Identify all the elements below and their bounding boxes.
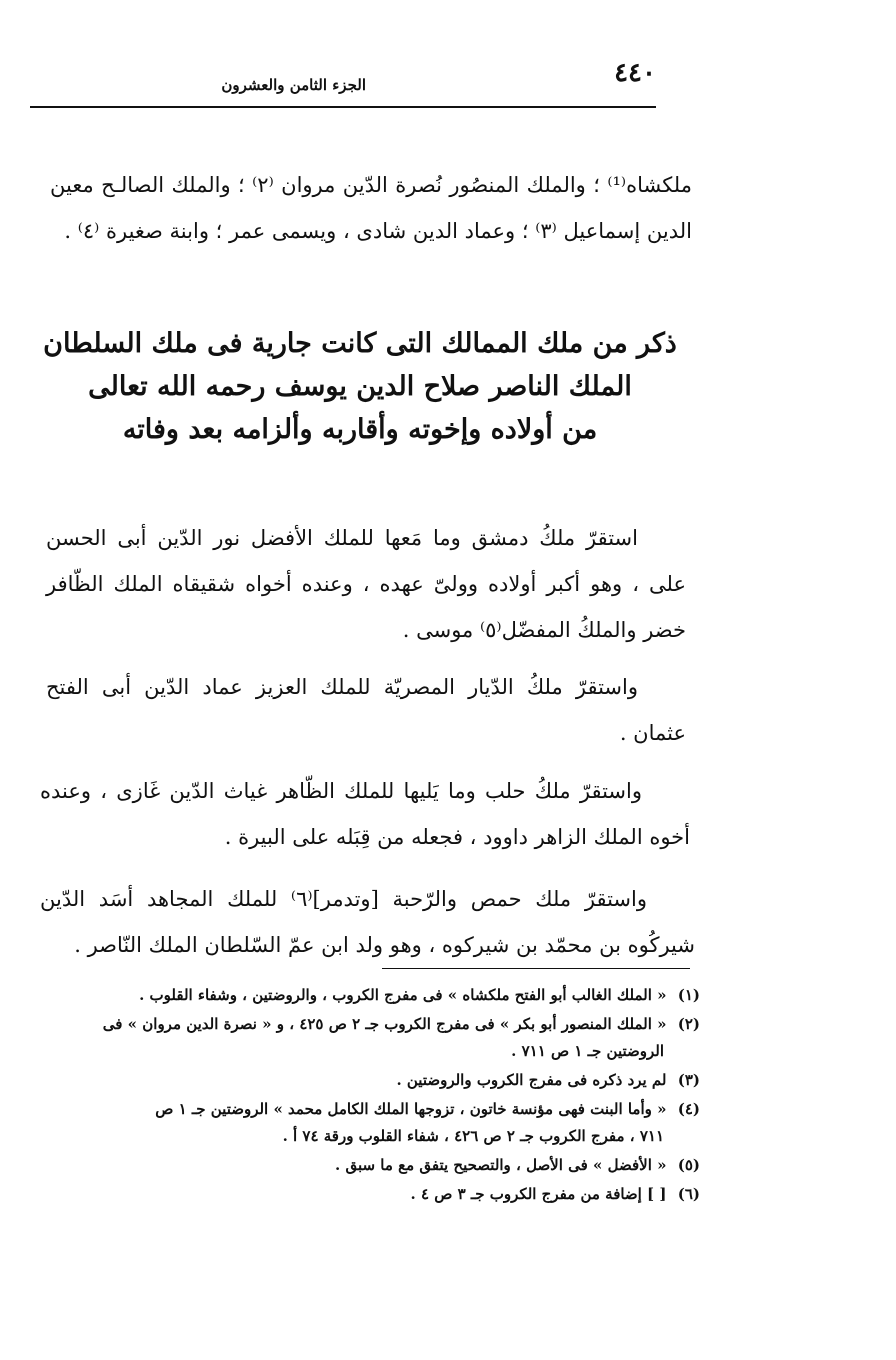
footnote-number: (٥)	[677, 1156, 700, 1174]
footnote-3	[60, 1067, 700, 1094]
footnote-number: (٢)	[677, 1015, 700, 1033]
paragraph-damascus: استقرّ ملكُ دمشق وما مَعها للملك الأفضل نور الدّين أبى الحسن على ، وهو أكبر أولاده وولىّ عهده ، وعنده أخواه شقيقاه الملك الظّافر خضر والملكُ المفضّل⁽٥⁾ موسى .	[46, 526, 686, 642]
footnote-text: « الأفضل » فى الأصل ، والتصحيح يتفق مع ما سبق .	[335, 1156, 667, 1174]
intro-paragraph: ملكشاه⁽¹⁾ ؛ والملك المنصُور نُصرة الدّين مروان ⁽٢⁾ ؛ والملك الصالـح معين الدين إسماعيل ⁽٣⁾ ؛ وعماد الدين شادى ، ويسمى عمر ؛ وابنة صغيرة ⁽٤⁾ .	[50, 173, 692, 243]
footnote-1	[60, 982, 700, 1009]
footnote-number: (٤)	[677, 1100, 700, 1118]
footnote-text: « الملك المنصور أبو بكر » فى مفرج الكروب جـ ٢ ص ٤٢٥ ، و « نصرة الدين مروان » فى	[102, 1015, 667, 1033]
footnote-text: « الملك الغالب أبو الفتح ملكشاه » فى مفرج الكروب ، والروضتين ، وشفاء القلوب .	[139, 986, 667, 1004]
footnote-2	[60, 1011, 700, 1065]
footnote-number: (٦)	[677, 1185, 700, 1203]
page-number: ٤٤٠	[614, 58, 656, 88]
footnote-6	[60, 1181, 700, 1208]
footnote-5	[60, 1152, 700, 1179]
section-title-line-1: ذكر من ملك الممالك التى كانت جارية فى ملك السلطان	[43, 328, 677, 359]
footnote-4	[60, 1096, 700, 1150]
running-title: الجزء الثامن والعشرون	[221, 76, 366, 94]
page-header	[30, 58, 656, 108]
footnote-number: (١)	[677, 986, 700, 1004]
footnote-text: لم يرد ذكره فى مفرج الكروب والروضتين .	[396, 1071, 667, 1089]
footnote-continuation: ٧١١ ، مفرج الكروب جـ ٢ ص ٤٢٦ ، شفاء القلوب ورقة ٧٤ أ .	[282, 1127, 664, 1145]
paragraph-egypt: واستقرّ ملكُ الدّيار المصريّة للملك العزيز عماد الدّين أبى الفتح عثمان .	[46, 675, 686, 745]
footnote-number: (٣)	[677, 1071, 700, 1089]
paragraph-aleppo: واستقرّ ملكُ حلب وما يَليها للملك الظّاهر غياث الدّين غَازى ، وعنده أخوه الملك الزاهر داوود ، فجعله من قِبَله على البيرة .	[40, 779, 690, 849]
footnote-rule	[382, 968, 690, 969]
section-title-line-2: الملك الناصر صلاح الدين يوسف رحمه الله تعالى	[88, 371, 632, 402]
footnote-text: [ ] إضافة من مفرج الكروب جـ ٣ ص ٤ .	[410, 1185, 667, 1203]
header-rule	[30, 106, 656, 108]
footnote-text: « وأما البنت فهى مؤنسة خاتون ، تزوجها الملك الكامل محمد » الروضتين جـ ١ ص	[155, 1100, 667, 1118]
section-title	[40, 322, 680, 451]
section-title-line-3: من أولاده وإخوته وأقاربه وألزامه بعد وفاته	[122, 414, 598, 445]
footnote-continuation: الروضتين جـ ١ ص ٧١١ .	[511, 1042, 664, 1060]
paragraph-homs: واستقرّ ملك حمص والرّحبة [وتدمر]⁽٦⁾ للملك المجاهد أسَد الدّين شيركُوه بن محمّد بن شيركوه ، وهو ولد ابن عمّ السّلطان الملك النّاصر .	[40, 887, 695, 957]
footnotes	[60, 982, 700, 1210]
